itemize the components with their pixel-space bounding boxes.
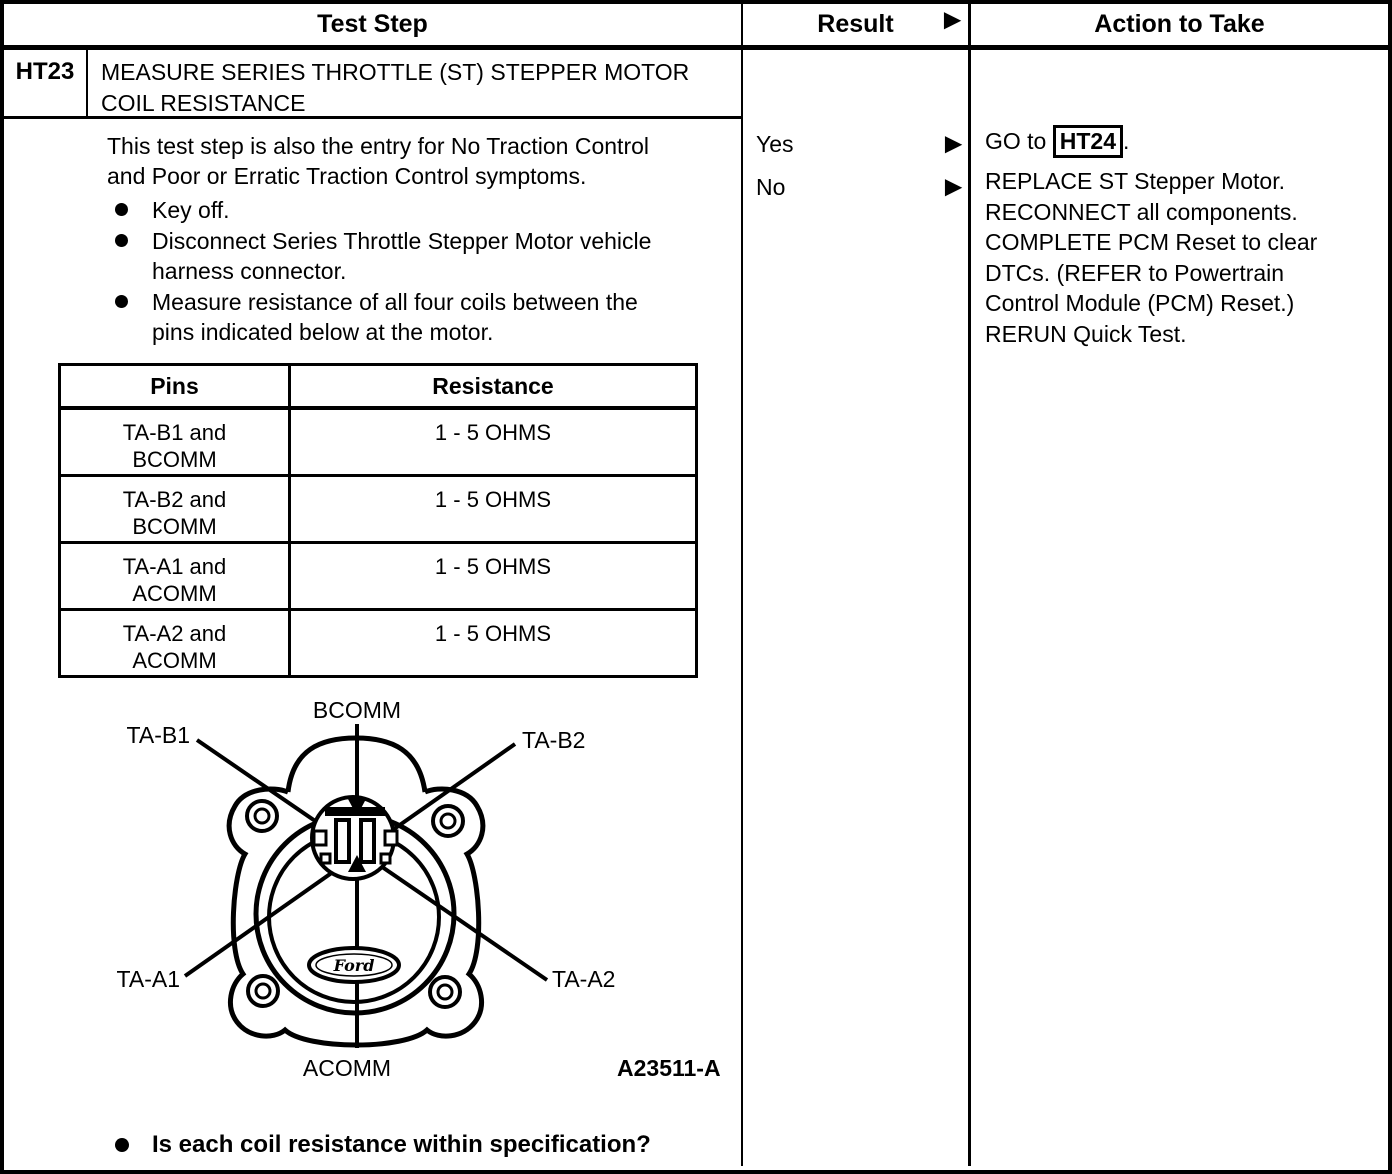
diagram-label-bcomm: BCOMM [312, 697, 402, 723]
arrow-right-icon: ► [938, 4, 967, 36]
ford-logo [309, 948, 399, 982]
pins-line1: TA-B2 and [122, 487, 227, 512]
result-no-label: No [756, 173, 786, 200]
result-yes-label: Yes [756, 130, 794, 157]
step-intro: This test step is also the entry for No Traction Control and Poor or Erratic Traction Control symptoms. [107, 133, 650, 189]
diagram-label-acomm: ACOMM [302, 1055, 392, 1080]
diagram-label-ta-a2: TA-A2 [552, 966, 616, 992]
pins-line2: ACOMM [132, 648, 217, 673]
result-row-yes [743, 128, 968, 160]
step-id: HT23 [4, 50, 88, 116]
resistance-cell: 1 - 5 OHMS [290, 610, 697, 677]
resistance-cell: 1 - 5 OHMS [290, 476, 697, 543]
list-item [115, 195, 741, 225]
action-go-suffix: . [1123, 128, 1130, 154]
action-no: REPLACE ST Stepper Motor. RECONNECT all components. COMPLETE PCM Reset to clear DTCs. (REFER to Powertrain Control Module (PCM) Reset.) RERUN Quick Test. [985, 168, 1318, 347]
arrow-right-icon: ► [939, 171, 968, 203]
pins-cell [60, 543, 290, 610]
arrow-right-icon: ► [939, 128, 968, 160]
header-test-step [4, 4, 743, 45]
table-row [60, 543, 697, 610]
list-item [115, 226, 741, 286]
pins-line1: TA-B1 and [122, 420, 227, 445]
table-row [60, 476, 697, 543]
bullet-icon [115, 295, 128, 308]
table-row [60, 408, 697, 476]
resistance-cell: 1 - 5 OHMS [290, 543, 697, 610]
result-column [743, 50, 971, 1166]
question-text: Is each coil resistance within specification? [152, 1131, 651, 1158]
question-row [115, 1131, 651, 1159]
col-header-pins: Pins [60, 365, 290, 409]
pins-line2: BCOMM [132, 514, 217, 539]
pins-cell [60, 476, 290, 543]
table-header-row [4, 4, 1388, 50]
diagram-label-ta-b1: TA-B1 [126, 722, 190, 748]
step-reference-ht24: HT24 [1053, 125, 1123, 158]
figure-id: A23511-A [617, 1055, 721, 1080]
pins-line1: TA-A2 and [122, 621, 227, 646]
bullet-text: Disconnect Series Throttle Stepper Motor vehicle harness connector. [152, 228, 652, 284]
header-result [743, 4, 971, 45]
result-row-no [743, 171, 968, 203]
step-title: MEASURE SERIES THROTTLE (ST) STEPPER MOTOR COIL RESISTANCE [101, 59, 690, 116]
table-row [60, 610, 697, 677]
header-test-step-label: Test Step [317, 10, 428, 38]
ford-logo-text: Ford [333, 956, 375, 975]
diagram-labels [117, 697, 721, 1080]
header-action-to-take [971, 4, 1388, 45]
diagram-label-ta-b2: TA-B2 [522, 727, 586, 753]
stepper-motor-diagram [85, 688, 740, 1080]
table-header [60, 365, 697, 409]
action-go-prefix: GO to [985, 128, 1053, 154]
step-bullets [4, 195, 741, 347]
bullet-icon [115, 234, 128, 247]
header-action-label: Action to Take [1094, 10, 1265, 38]
test-step-column [4, 50, 743, 1166]
col-header-resistance: Resistance [290, 365, 697, 409]
pins-line2: BCOMM [132, 447, 217, 472]
list-item [115, 287, 741, 347]
pins-cell [60, 610, 290, 677]
bullet-icon [115, 203, 128, 216]
action-column [971, 50, 1388, 1166]
pins-cell [60, 408, 290, 476]
step-heading [4, 50, 741, 119]
bullet-text: Key off. [152, 197, 230, 223]
table-body-row [4, 50, 1388, 1166]
diagram-label-ta-a1: TA-A1 [116, 966, 180, 992]
bullet-icon [115, 1138, 129, 1152]
header-result-label: Result [817, 10, 894, 38]
action-yes [985, 124, 1374, 158]
pins-line1: TA-A1 and [122, 554, 227, 579]
resistance-cell: 1 - 5 OHMS [290, 408, 697, 476]
bullet-text: Measure resistance of all four coils between the pins indicated below at the motor. [152, 289, 638, 345]
pin-resistance-table [58, 363, 698, 678]
pins-line2: ACOMM [132, 581, 217, 606]
